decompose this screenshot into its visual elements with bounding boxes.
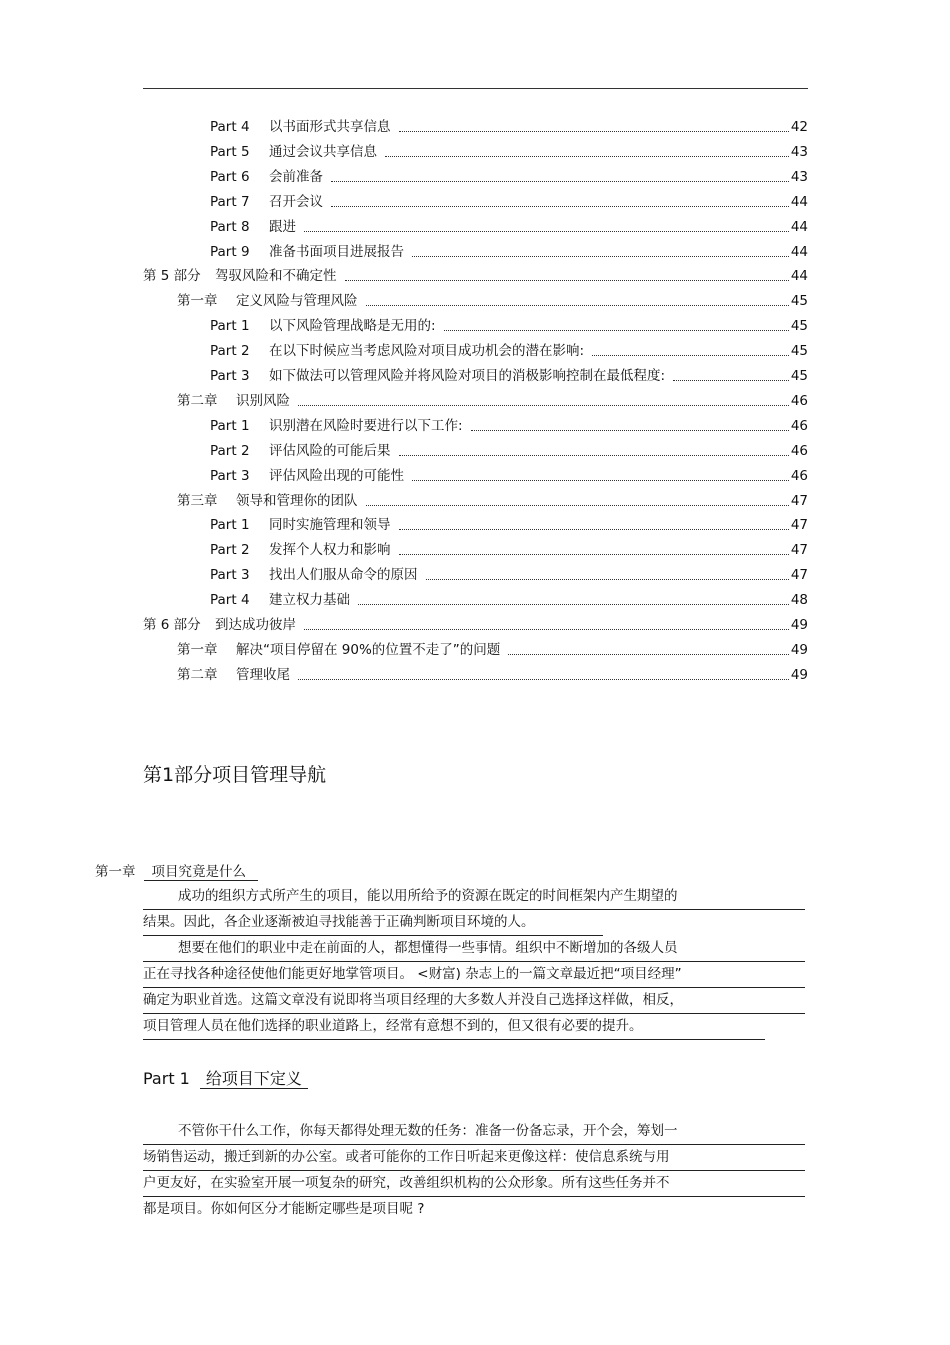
toc-entry-number: Part 3 bbox=[210, 368, 250, 384]
paragraph-line: 结果。因此，各企业逐渐被迫寻找能善于正确判断项目环境的人。 bbox=[143, 910, 603, 936]
toc-entry[interactable] bbox=[210, 191, 808, 213]
toc-leader-dots bbox=[412, 465, 789, 481]
toc-entry-title: 召开会议 bbox=[269, 193, 323, 210]
toc-entry-page: 43 bbox=[790, 143, 808, 160]
toc-leader-dots bbox=[399, 116, 789, 132]
toc-entry-page: 49 bbox=[790, 666, 808, 683]
paragraph-line: 想要在他们的职业中走在前面的人，都想懂得一些事情。组织中不断增加的各级人员 bbox=[143, 936, 805, 962]
toc-entry[interactable] bbox=[210, 465, 808, 487]
toc-entry-number: 第一章 bbox=[177, 293, 218, 310]
toc-entry-number: 第二章 bbox=[177, 392, 218, 409]
toc-entry[interactable] bbox=[210, 440, 808, 462]
toc-entry[interactable] bbox=[143, 614, 808, 636]
paragraph-line: 成功的组织方式所产生的项目，能以用所给予的资源在既定的时间框架内产生期望的 bbox=[143, 884, 805, 910]
toc-entry-page: 49 bbox=[790, 641, 808, 658]
toc-entry-number: Part 3 bbox=[210, 467, 250, 484]
toc-leader-dots bbox=[298, 390, 789, 406]
paragraph-line: 场销售运动，搬迁到新的办公室。或者可能你的工作日听起来更像这样：使信息系统与用 bbox=[143, 1145, 805, 1171]
toc-leader-dots bbox=[399, 440, 789, 456]
toc-entry[interactable] bbox=[210, 365, 808, 387]
toc-entry-page: 47 bbox=[790, 542, 808, 559]
toc-entry-title: 如下做法可以管理风险并将风险对项目的消极影响控制在最低程度: bbox=[269, 368, 666, 384]
toc-entry-number: Part 6 bbox=[210, 168, 250, 185]
toc-entry-page: 46 bbox=[790, 442, 808, 459]
chapter-heading bbox=[95, 860, 258, 880]
toc-entry-page: 44 bbox=[790, 268, 808, 285]
toc-entry-page: 44 bbox=[790, 243, 808, 260]
toc-entry[interactable] bbox=[210, 166, 808, 188]
toc-entry[interactable] bbox=[210, 589, 808, 611]
paragraph-line: 户更友好，在实验室开展一项复杂的研究，改善组织机构的公众形象。所有这些任务并不 bbox=[143, 1171, 805, 1197]
toc-leader-dots bbox=[673, 365, 789, 381]
toc-leader-dots bbox=[426, 564, 789, 580]
toc-entry-page: 44 bbox=[790, 193, 808, 210]
toc-entry-page: 44 bbox=[790, 218, 808, 235]
toc-leader-dots bbox=[304, 614, 789, 630]
toc-leader-dots bbox=[345, 265, 789, 281]
toc-entry-page: 45 bbox=[790, 318, 808, 335]
part-heading bbox=[143, 1066, 308, 1089]
toc-leader-dots bbox=[385, 141, 789, 157]
paragraph-line: 项目管理人员在他们选择的职业道路上，经常有意想不到的，但又很有必要的提升。 bbox=[143, 1014, 765, 1040]
paragraph-3 bbox=[143, 1119, 805, 1222]
toc-entry[interactable] bbox=[177, 490, 808, 512]
toc-entry-title: 跟进 bbox=[269, 218, 296, 235]
toc-entry-number: Part 1 bbox=[210, 417, 250, 434]
toc-entry-page: 43 bbox=[790, 168, 808, 185]
toc-entry-number: 第 5 部分 bbox=[143, 268, 201, 285]
toc-entry-page: 47 bbox=[790, 567, 808, 584]
paragraph-line: 不管你干什么工作，你每天都得处理无数的任务：准备一份备忘录，开个会，筹划一 bbox=[143, 1119, 805, 1145]
toc-leader-dots bbox=[358, 589, 789, 605]
toc-leader-dots bbox=[331, 191, 789, 207]
toc-entry[interactable] bbox=[210, 539, 808, 561]
toc-entry-page: 47 bbox=[790, 492, 808, 509]
paragraph-2 bbox=[143, 936, 805, 1040]
toc-entry-title: 识别风险 bbox=[236, 392, 290, 409]
toc-entry-title: 通过会议共享信息 bbox=[269, 143, 377, 160]
toc-entry-number: Part 5 bbox=[210, 143, 250, 160]
toc-entry-number: 第二章 bbox=[177, 666, 218, 683]
toc-entry-number: Part 1 bbox=[210, 318, 250, 335]
toc-entry-title: 评估风险的可能后果 bbox=[269, 442, 391, 459]
toc-entry[interactable] bbox=[177, 664, 808, 686]
toc-entry-page: 46 bbox=[790, 392, 808, 409]
toc-entry[interactable] bbox=[143, 265, 808, 287]
toc-entry-number: Part 9 bbox=[210, 243, 250, 260]
toc-entry[interactable] bbox=[210, 241, 808, 263]
toc-entry[interactable] bbox=[210, 315, 808, 337]
section-heading: 第1部分项目管理导航 bbox=[143, 764, 327, 786]
toc-entry-page: 47 bbox=[790, 517, 808, 534]
toc-entry-title: 领导和管理你的团队 bbox=[236, 492, 358, 509]
toc-entry[interactable] bbox=[177, 639, 808, 661]
toc-entry[interactable] bbox=[210, 514, 808, 536]
toc-entry[interactable] bbox=[177, 390, 808, 412]
toc-entry-page: 49 bbox=[790, 617, 808, 633]
toc-entry-page: 48 bbox=[790, 592, 808, 609]
toc-leader-dots bbox=[304, 216, 789, 232]
chapter-label: 第一章 bbox=[95, 864, 136, 880]
toc-entry-page: 42 bbox=[790, 119, 808, 135]
toc-entry-title: 识别潜在风险时要进行以下工作: bbox=[269, 417, 463, 434]
toc-entry-number: Part 1 bbox=[210, 517, 250, 534]
toc-entry-title: 同时实施管理和领导 bbox=[269, 517, 391, 534]
toc-entry-page: 45 bbox=[790, 293, 808, 310]
toc-entry-title: 驾驭风险和不确定性 bbox=[215, 268, 337, 285]
toc-entry-number: Part 2 bbox=[210, 442, 250, 459]
header-rule bbox=[143, 88, 808, 89]
toc-leader-dots bbox=[412, 241, 789, 257]
toc-entry-page: 45 bbox=[790, 343, 808, 360]
toc-leader-dots bbox=[508, 639, 789, 655]
toc-leader-dots bbox=[592, 340, 789, 356]
toc-entry-number: 第一章 bbox=[177, 641, 218, 658]
toc-entry[interactable] bbox=[210, 564, 808, 586]
toc-entry[interactable] bbox=[210, 141, 808, 163]
toc-leader-dots bbox=[444, 315, 789, 331]
paragraph-line: 确定为职业首选。这篇文章没有说即将当项目经理的大多数人并没自己选择这样做，相反， bbox=[143, 988, 805, 1014]
toc-entry[interactable] bbox=[210, 216, 808, 238]
toc-entry-number: Part 2 bbox=[210, 343, 250, 360]
toc-entry-title: 到达成功彼岸 bbox=[215, 617, 296, 633]
toc-entry-title: 定义风险与管理风险 bbox=[236, 293, 358, 310]
toc-entry-title: 管理收尾 bbox=[236, 666, 290, 683]
toc-entry-title: 找出人们服从命令的原因 bbox=[269, 567, 418, 584]
chapter-title: 项目究竟是什么 bbox=[144, 864, 259, 881]
paragraph-line: 都是项目。你如何区分才能断定哪些是项目呢 ? bbox=[143, 1201, 425, 1217]
toc-entry-number: Part 4 bbox=[210, 592, 250, 609]
toc-entry-title: 评估风险出现的可能性 bbox=[269, 467, 404, 484]
toc-leader-dots bbox=[331, 166, 789, 182]
toc-entry-number: 第 6 部分 bbox=[143, 617, 201, 633]
toc-leader-dots bbox=[298, 664, 789, 680]
toc-entry-number: Part 7 bbox=[210, 193, 250, 210]
toc-entry-title: 发挥个人权力和影响 bbox=[269, 542, 391, 559]
paragraph-line: 正在寻找各种途径使他们能更好地掌管项目。 <财富) 杂志上的一篇文章最近把“项目经理” bbox=[143, 962, 805, 988]
toc-entry[interactable] bbox=[210, 116, 808, 138]
toc-entry-title: 以书面形式共享信息 bbox=[269, 119, 391, 135]
toc-leader-dots bbox=[366, 490, 789, 506]
toc-entry-title: 准备书面项目进展报告 bbox=[269, 243, 404, 260]
toc-leader-dots bbox=[399, 514, 789, 530]
toc-entry-title: 以下风险管理战略是无用的: bbox=[269, 318, 436, 335]
toc-leader-dots bbox=[471, 415, 789, 431]
toc-entry-title: 会前准备 bbox=[269, 168, 323, 185]
part-label: Part 1 bbox=[143, 1069, 190, 1088]
toc-entry-title: 解决“项目停留在 90%的位置不走了”的问题 bbox=[236, 641, 501, 658]
toc-entry-title: 建立权力基础 bbox=[269, 592, 350, 609]
toc-entry-page: 46 bbox=[790, 417, 808, 434]
toc-entry[interactable] bbox=[177, 290, 808, 312]
toc-entry[interactable] bbox=[210, 415, 808, 437]
toc-entry-page: 45 bbox=[790, 368, 808, 384]
toc-entry-number: Part 3 bbox=[210, 567, 250, 584]
toc-entry-page: 46 bbox=[790, 467, 808, 484]
toc-entry-number: Part 2 bbox=[210, 542, 250, 559]
toc-entry-number: 第三章 bbox=[177, 492, 218, 509]
toc-entry-number: Part 8 bbox=[210, 218, 250, 235]
part-title: 给项目下定义 bbox=[200, 1069, 308, 1089]
toc-leader-dots bbox=[366, 290, 789, 306]
toc-leader-dots bbox=[399, 539, 789, 555]
toc-entry-title: 在以下时候应当考虑风险对项目成功机会的潜在影响: bbox=[269, 343, 585, 360]
toc-entry-number: Part 4 bbox=[210, 119, 250, 135]
toc-entry[interactable] bbox=[210, 340, 808, 362]
paragraph-1 bbox=[143, 884, 805, 936]
